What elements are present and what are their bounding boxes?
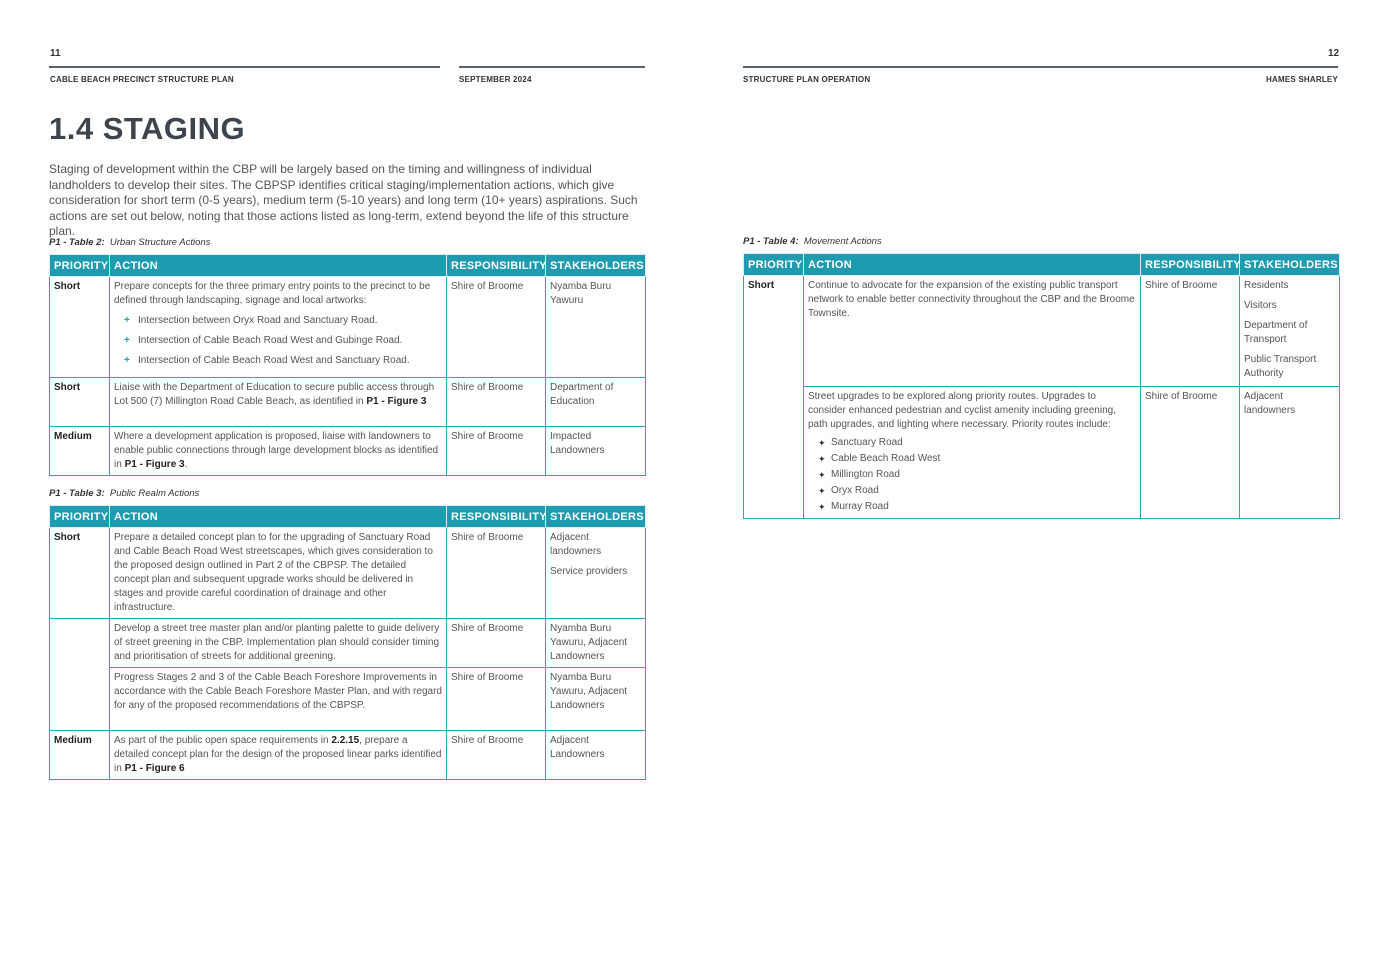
priority-cell: Short (50, 277, 110, 378)
stakeholder: Adjacent Landowners (550, 735, 605, 760)
section-reference: 2.2.15 (331, 735, 360, 746)
action-cell (804, 387, 1141, 519)
priority-cell (50, 668, 110, 731)
responsibility-cell: Shire of Broome (447, 277, 546, 378)
list-item-text: Cable Beach Road West (831, 453, 941, 464)
priority-cell (744, 387, 804, 519)
plus-icon: + (124, 335, 130, 346)
header-stakeholders: STAKEHOLDERS (546, 255, 646, 277)
stakeholder: Nyamba Buru Yawuru, Adjacent Landowners (550, 672, 628, 711)
header-document-title: CABLE BEACH PRECINCT STRUCTURE PLAN (50, 75, 234, 84)
table2-caption-title: Urban Structure Actions (109, 237, 211, 248)
table-row (50, 528, 646, 619)
priority-routes-list (808, 436, 1136, 514)
table-row (744, 387, 1340, 519)
header-company: HAMES SHARLEY (1266, 75, 1338, 84)
action-text-cont: , prepare a detailed concept plan for the design of the proposed linear parks identified in (114, 735, 442, 774)
responsibility-cell: Shire of Broome (447, 378, 546, 427)
stakeholder: Adjacent landowners (550, 532, 602, 557)
table-row (50, 277, 646, 378)
stakeholder: Department of Transport (1244, 320, 1308, 345)
list-item-text: Intersection of Cable Beach Road West and Sanctuary Road. (138, 355, 410, 366)
table4-caption-title: Movement Actions (803, 236, 882, 247)
table3-caption-prefix: P1 - Table 3: (49, 488, 105, 499)
list-item (818, 452, 1136, 466)
stakeholder: Residents (1244, 280, 1289, 291)
header-priority: PRIORITY (744, 254, 804, 276)
action-cell (110, 731, 447, 780)
stakeholders-cell (1240, 387, 1340, 519)
plus-icon: + (124, 355, 130, 366)
movement-actions-table (743, 253, 1340, 519)
stakeholder: Impacted Landowners (550, 431, 605, 456)
header-responsibility: RESPONSIBILITY (447, 506, 546, 528)
action-bullet-list (114, 314, 442, 368)
list-item (124, 314, 442, 328)
table4-caption (743, 236, 882, 247)
list-item (818, 500, 1136, 514)
list-item (818, 468, 1136, 482)
figure-reference: P1 - Figure 3 (124, 459, 185, 470)
header-responsibility: RESPONSIBILITY (447, 255, 546, 277)
list-item (124, 334, 442, 348)
action-text-end: . (184, 459, 188, 470)
priority-cell: Short (50, 528, 110, 619)
list-item (818, 484, 1136, 498)
stakeholders-cell (546, 619, 646, 668)
table-row (50, 668, 646, 731)
stakeholders-cell (546, 427, 646, 476)
action-text: Liaise with the Department of Education to secure public access through Lot 500 (7) Millington Road Cable Beach, as identified in (114, 382, 435, 407)
diamond-bullet-icon: ✦ (818, 470, 826, 480)
action-cell (110, 427, 447, 476)
table-header-row (50, 255, 646, 277)
stakeholders-cell (546, 378, 646, 427)
action-text: Where a development application is proposed, liaise with landowners to enable public connections through large development blocks as identified in (114, 431, 439, 470)
figure-reference: P1 - Figure 3 (366, 396, 427, 407)
table-row (50, 731, 646, 780)
action-cell (110, 378, 447, 427)
intro-paragraph: Staging of development within the CBP will be largely based on the timing and willingness of individual landholders to develop their sites. The CBPSP identifies critical staging/implementation actions, which give consideration for short term (0-5 years), medium term (5-10 years) and long term (10+ years) aspirations. Such actions are set out below, noting that those actions listed as long-term, extend beyond the life of this structure plan. (49, 162, 638, 238)
list-item-text: Intersection between Oryx Road and Sanctuary Road. (138, 315, 378, 326)
header-rule-left-a (49, 66, 440, 68)
diamond-bullet-icon: ✦ (818, 502, 826, 512)
header-rule-right (743, 66, 1338, 68)
stakeholder: Adjacent landowners (1244, 391, 1296, 416)
stakeholders-cell (1240, 276, 1340, 387)
action-cell (110, 277, 447, 378)
action-text: As part of the public open space requirements in (114, 735, 329, 746)
action-cell: Progress Stages 2 and 3 of the Cable Beach Foreshore Improvements in accordance with the Cable Beach Foreshore Master Plan, and with regard for any of the proposed recommendations of the CBPSP. (110, 668, 447, 731)
responsibility-cell: Shire of Broome (447, 427, 546, 476)
header-stakeholders: STAKEHOLDERS (546, 506, 646, 528)
stakeholders-cell (546, 528, 646, 619)
public-realm-table (49, 505, 646, 780)
list-item-text: Murray Road (831, 501, 889, 512)
table3-caption-title: Public Realm Actions (109, 488, 200, 499)
stakeholder: Visitors (1244, 300, 1277, 311)
stakeholders-cell (546, 668, 646, 731)
diamond-bullet-icon: ✦ (818, 454, 826, 464)
action-cell: Develop a street tree master plan and/or planting palette to guide delivery of street greening in the CBP. Implementation plan should consider timing and prioritisation of streets for additional greening. (110, 619, 447, 668)
responsibility-cell: Shire of Broome (1141, 276, 1240, 387)
priority-cell: Short (744, 276, 804, 387)
header-section-name: STRUCTURE PLAN OPERATION (743, 75, 871, 84)
header-responsibility: RESPONSIBILITY (1141, 254, 1240, 276)
table2-caption (49, 237, 210, 248)
action-cell: Continue to advocate for the expansion of the existing public transport network to enable better connectivity throughout the CBP and the Broome Townsite. (804, 276, 1141, 387)
action-cell: Prepare a detailed concept plan to for the upgrading of Sanctuary Road and Cable Beach Road West streetscapes, which gives consideration to the proposed design outlined in Part 2 of the CBPSP. The detailed concept plan and subsequent upgrade works should be delivered in stages and provide careful coordination of drainage and other infrastructure. (110, 528, 447, 619)
priority-cell: Medium (50, 427, 110, 476)
table-row (50, 378, 646, 427)
table-row (744, 276, 1340, 387)
table-header-row (744, 254, 1340, 276)
table-row (50, 619, 646, 668)
action-text: Prepare concepts for the three primary entry points to the precinct to be defined through landscaping, signage and local artworks: (114, 281, 431, 306)
responsibility-cell: Shire of Broome (1141, 387, 1240, 519)
table4-caption-prefix: P1 - Table 4: (743, 236, 799, 247)
header-date: SEPTEMBER 2024 (459, 75, 532, 84)
action-text: Street upgrades to be explored along priority routes. Upgrades to consider enhanced pedestrian and cyclist amenity including greening, path upgrades, and lighting where necessary. Priority routes include: (808, 391, 1116, 430)
header-rule-left-b (459, 66, 645, 68)
diamond-bullet-icon: ✦ (818, 438, 826, 448)
header-priority: PRIORITY (50, 255, 110, 277)
table-row (50, 427, 646, 476)
stakeholder: Service providers (550, 566, 628, 577)
responsibility-cell: Shire of Broome (447, 668, 546, 731)
header-priority: PRIORITY (50, 506, 110, 528)
list-item-text: Oryx Road (831, 485, 879, 496)
responsibility-cell: Shire of Broome (447, 619, 546, 668)
stakeholder: Nyamba Buru Yawuru (550, 281, 612, 306)
diamond-bullet-icon: ✦ (818, 486, 826, 496)
priority-cell (50, 619, 110, 668)
table3-caption (49, 488, 199, 499)
page-number-right: 12 (1328, 48, 1340, 59)
header-stakeholders: STAKEHOLDERS (1240, 254, 1340, 276)
stakeholder: Nyamba Buru Yawuru, Adjacent Landowners (550, 623, 628, 662)
urban-structure-table (49, 254, 646, 476)
table-header-row (50, 506, 646, 528)
header-action: ACTION (804, 254, 1141, 276)
stakeholders-cell (546, 731, 646, 780)
stakeholder: Public Transport Authority (1244, 354, 1317, 379)
list-item-text: Sanctuary Road (831, 437, 903, 448)
list-item-text: Intersection of Cable Beach Road West and Gubinge Road. (138, 335, 403, 346)
page-title: 1.4 STAGING (49, 111, 246, 146)
stakeholder: Department of Education (550, 382, 614, 407)
priority-cell: Short (50, 378, 110, 427)
plus-icon: + (124, 315, 130, 326)
header-action: ACTION (110, 506, 447, 528)
figure-reference: P1 - Figure 6 (124, 763, 185, 774)
list-item (124, 354, 442, 368)
responsibility-cell: Shire of Broome (447, 528, 546, 619)
table2-caption-prefix: P1 - Table 2: (49, 237, 105, 248)
list-item (818, 436, 1136, 450)
priority-cell: Medium (50, 731, 110, 780)
header-action: ACTION (110, 255, 447, 277)
list-item-text: Millington Road (831, 469, 900, 480)
stakeholders-cell (546, 277, 646, 378)
page-number-left: 11 (50, 48, 61, 59)
responsibility-cell: Shire of Broome (447, 731, 546, 780)
